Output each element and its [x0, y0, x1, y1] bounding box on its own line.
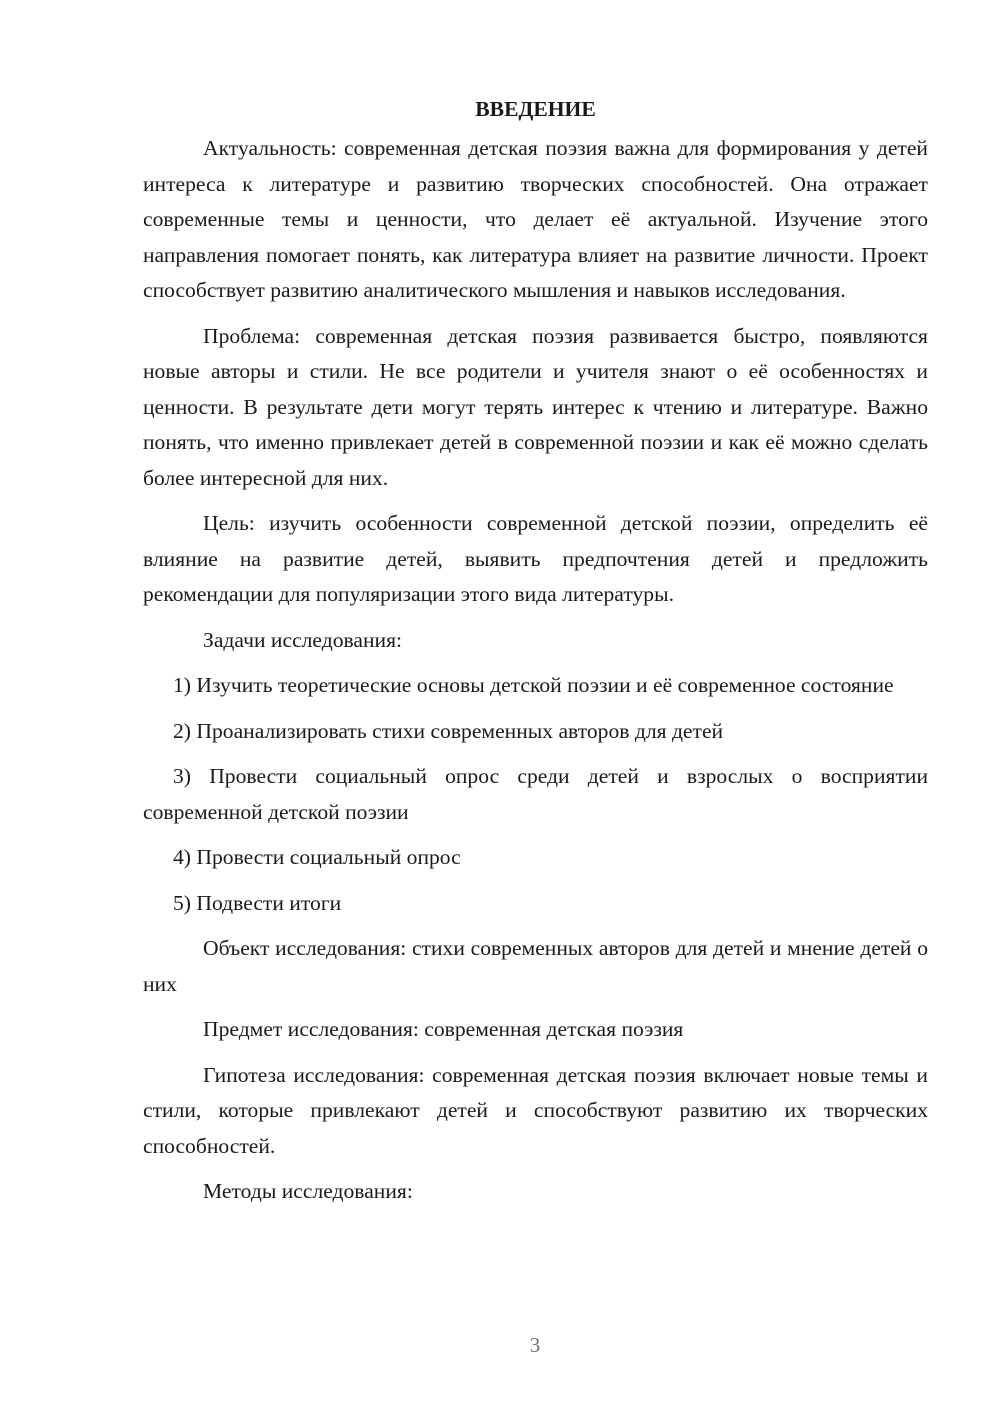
- task-item-3: 3) Провести социальный опрос среди детей и взрослых о восприятии современной детской поэзии: [143, 764, 928, 824]
- tasks-heading: Задачи исследования:: [203, 627, 403, 652]
- task-item-1: 1) Изучить теоретические основы детской поэзии и её современное состояние: [173, 673, 894, 697]
- hypothesis-paragraph: Гипотеза исследования: современная детская поэзия включает новые темы и стили, которые привлекают детей и способствуют развитию их творческих способностей.: [143, 1062, 928, 1158]
- problem-paragraph: Проблема: современная детская поэзия развивается быстро, появляются новые авторы и стили. Не все родители и учителя знают о её особенностях и ценности. В результате дети могут терять интерес к чтению и литературе. Важно понять, что именно привлекает детей в современной поэзии и как её можно сделать более интересной для них.: [143, 323, 928, 490]
- methods-heading: Методы исследования:: [203, 1179, 413, 1203]
- task-item-4: 4) Провести социальный опрос: [173, 845, 461, 869]
- document-page: [143, 92, 928, 1220]
- section-heading: ВВЕДЕНИЕ: [475, 97, 596, 121]
- task-item-5: 5) Подвести итоги: [173, 890, 342, 915]
- relevance-paragraph: Актуальность: современная детская поэзия важна для формирования у детей интереса к литературе и развитию творческих способностей. Она отражает современные темы и ценности, что делает её актуальной. Изучение этого направления помогает понять, как литература влияет на развитие личности. Проект способствует развитию аналитического мышления и навыков исследования.: [143, 136, 928, 302]
- subject-paragraph: Предмет исследования: современная детская поэзия: [203, 1017, 684, 1041]
- object-paragraph: Объект исследования: стихи современных авторов для детей и мнение детей о них: [143, 936, 928, 996]
- page-number: 3: [529, 1333, 541, 1357]
- goal-paragraph: Цель: изучить особенности современной детской поэзии, определить её влияние на развитие детей, выявить предпочтения детей и предложить рекомендации для популяризации этого вида литературы.: [143, 511, 928, 606]
- task-item-2: 2) Проанализировать стихи современных авторов для детей: [173, 718, 724, 743]
